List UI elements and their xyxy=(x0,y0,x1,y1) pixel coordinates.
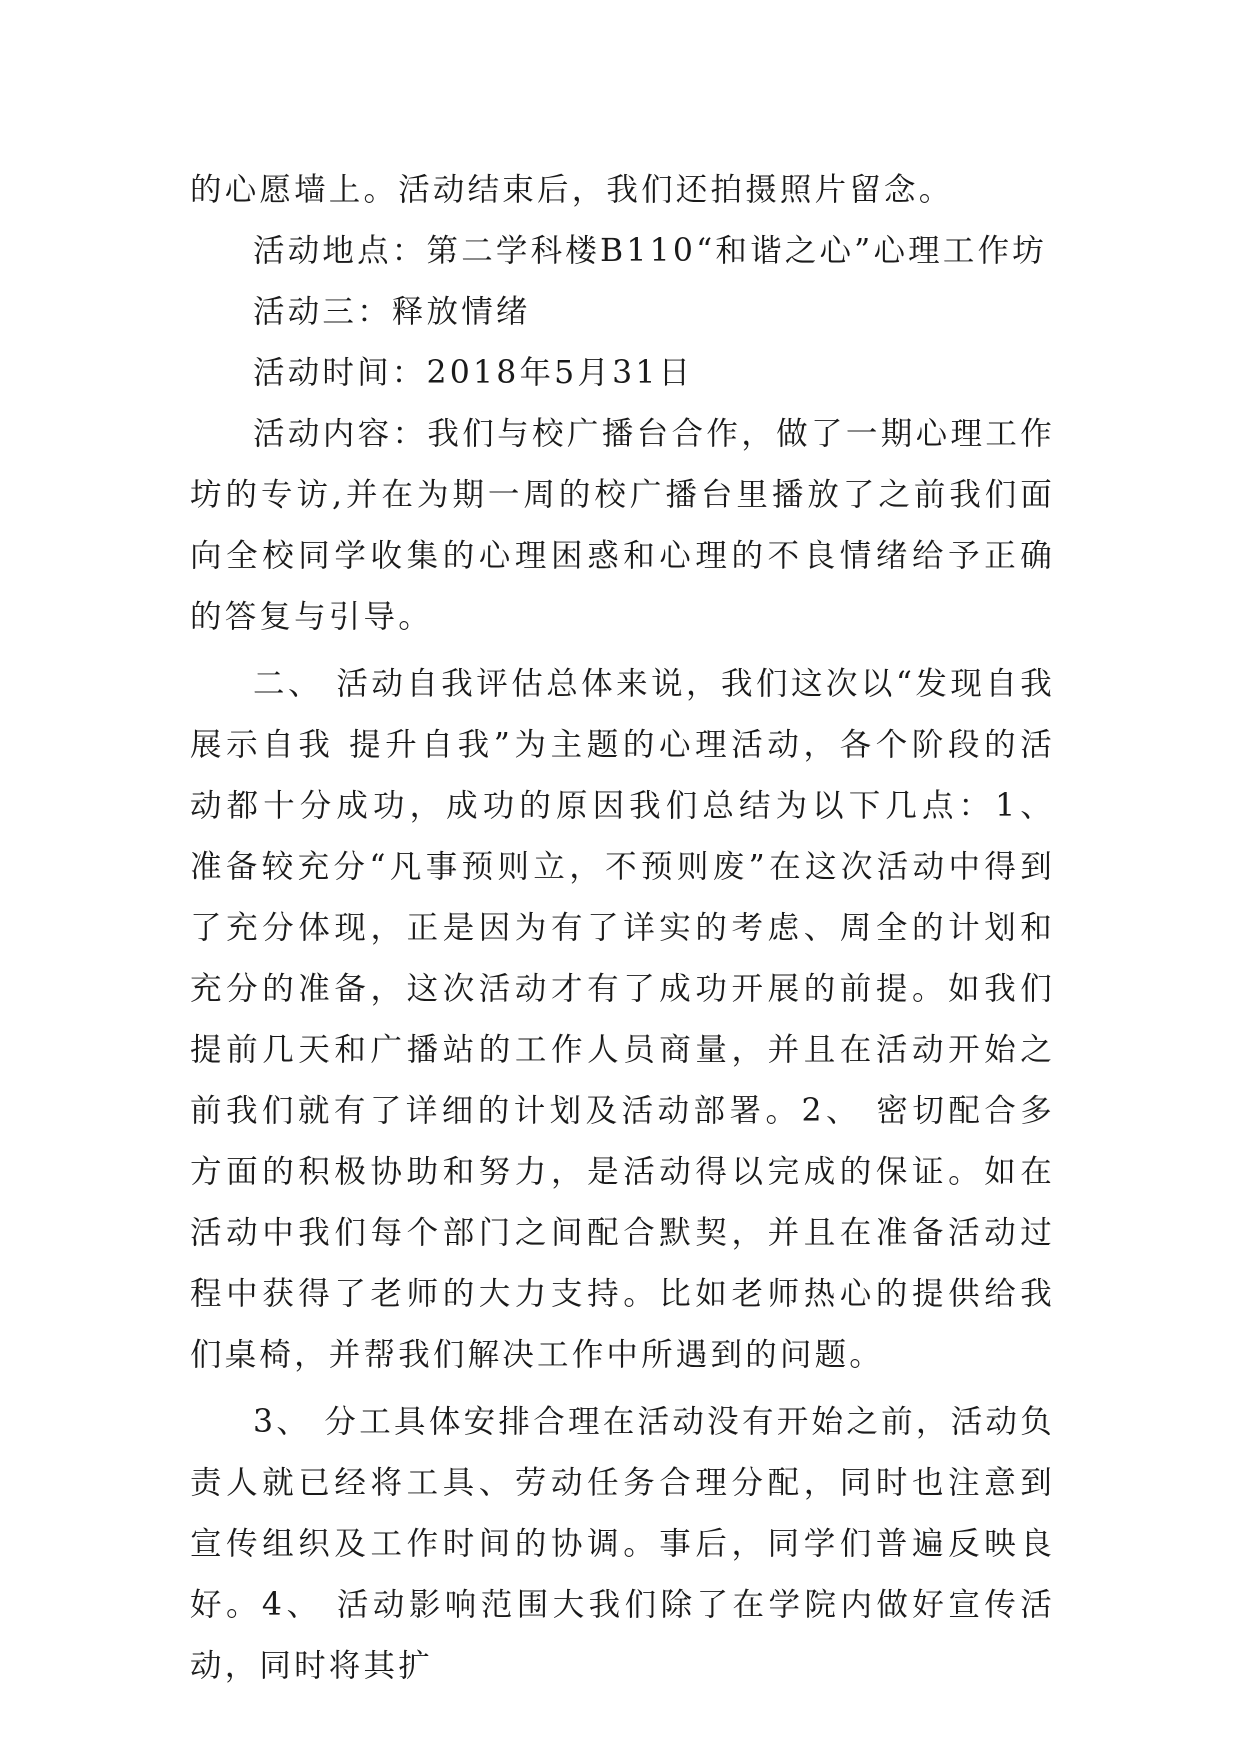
document-page xyxy=(190,160,1055,1697)
paragraph-activity-location: 活动地点：第二学科楼B110“和谐之心”心理工作坊 xyxy=(253,233,1047,269)
paragraph-continuation: 的心愿墙上。活动结束后，我们还拍摄照片留念。 xyxy=(190,172,954,208)
paragraph-activity-time: 活动时间：2018年5月31日 xyxy=(253,355,694,391)
paragraph-division-of-labor: 3、 分工具体安排合理在活动没有开始之前，活动负责人就已经将工具、劳动任务合理分配，同时也注意到宣传组织及工作时间的协调。事后，同学们普遍反映良好。4、 活动影响范围大我们除了在学院内做好宣传活动，同时将其扩 xyxy=(190,1404,1055,1684)
paragraph-self-evaluation: 二、 活动自我评估总体来说，我们这次以“发现自我 展示自我 提升自我”为主题的心理活动，各个阶段的活动都十分成功，成功的原因我们总结为以下几点：1、 准备较充分“凡事预则立，不预则废”在这次活动中得到了充分体现，正是因为有了详实的考虑、周全的计划和充分的准备，这次活动才有了成功开展的前提。如我们提前几天和广播站的工作人员商量，并且在活动开始之前我们就有了详细的计划及活动部署。2、 密切配合多方面的积极协助和努力，是活动得以完成的保证。如在活动中我们每个部门之间配合默契，并且在准备活动过程中获得了老师的大力支持。比如老师热心的提供给我们桌椅，并帮我们解决工作中所遇到的问题。 xyxy=(190,666,1055,1373)
paragraph-activity-content: 活动内容：我们与校广播台合作，做了一期心理工作坊的专访,并在为期一周的校广播台里播放了之前我们面向全校同学收集的心理困惑和心理的不良情绪给予正确的答复与引导。 xyxy=(190,416,1055,635)
paragraph-activity-three-title: 活动三：释放情绪 xyxy=(253,294,531,330)
